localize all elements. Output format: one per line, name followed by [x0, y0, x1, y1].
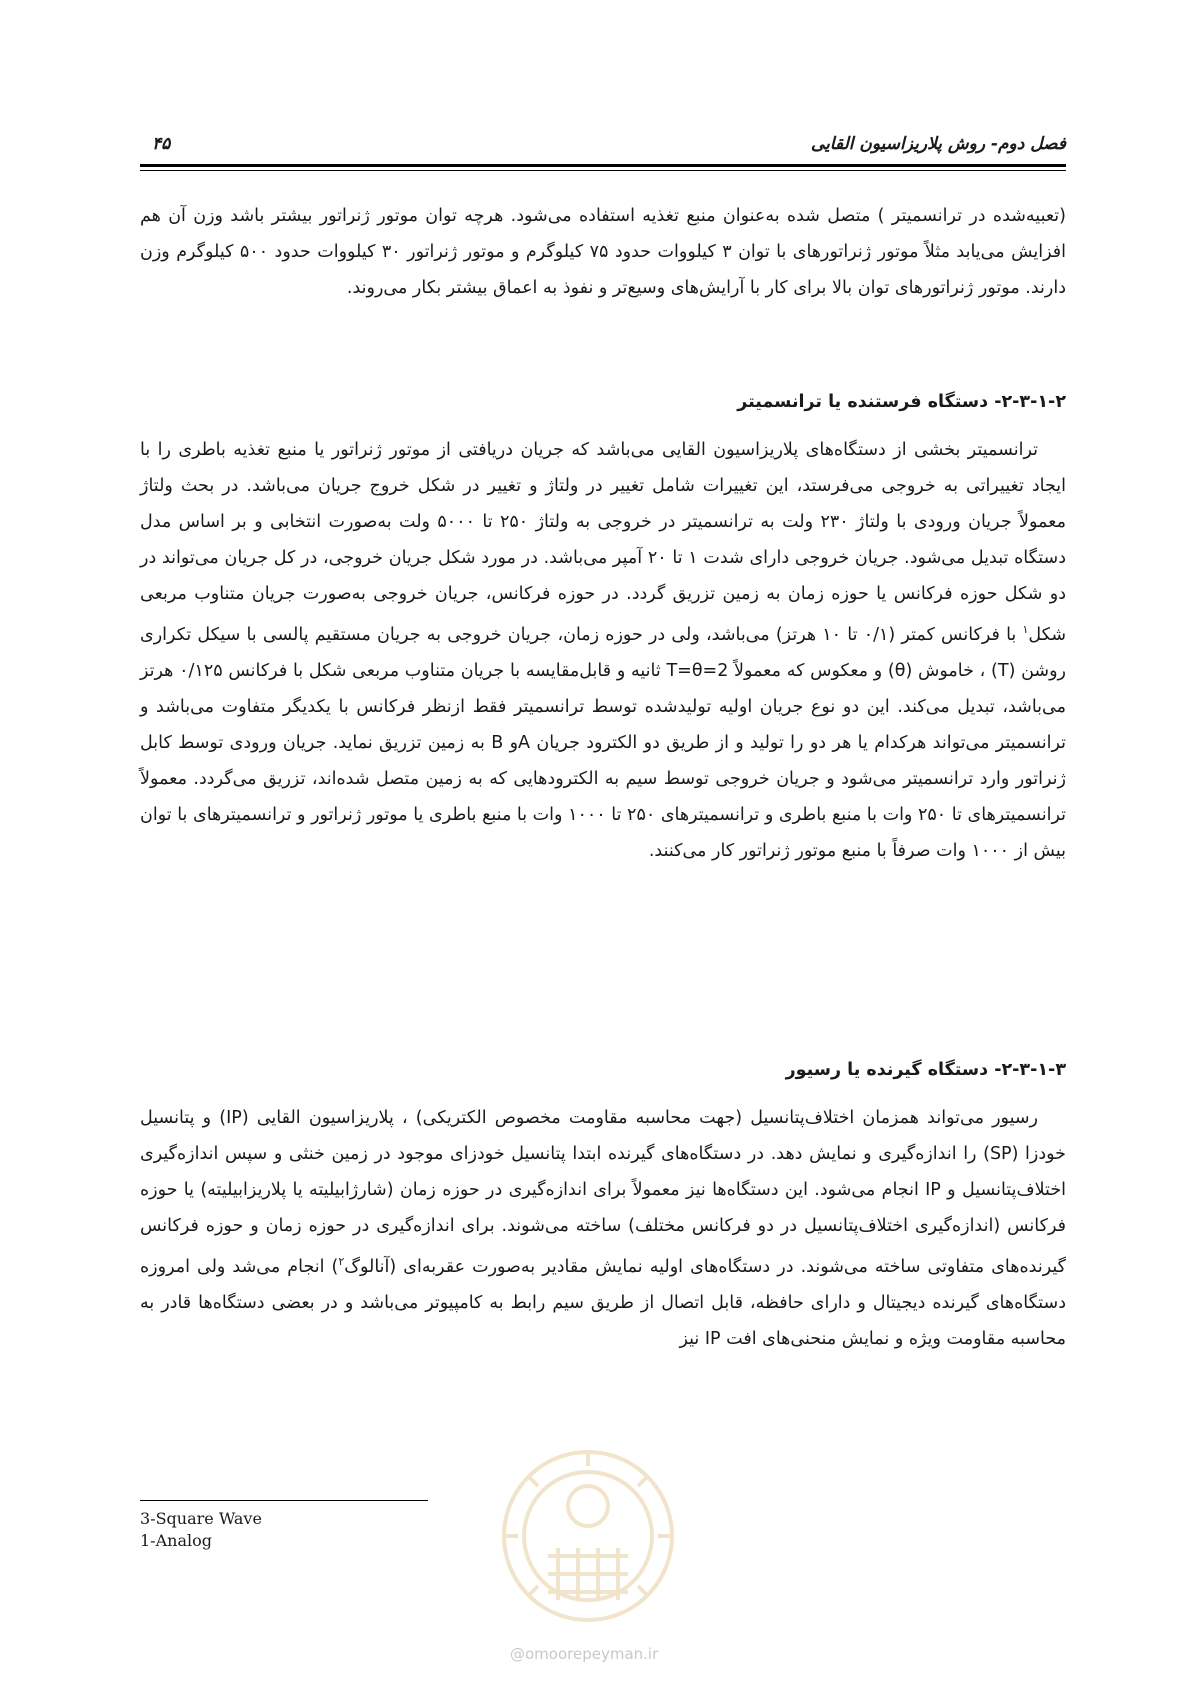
section-heading-transmitter: ۲-۳-۱-۲- دستگاه فرستنده یا ترانسمیتر: [737, 392, 1066, 412]
paragraph-transmitter-part1: ترانسمیتر بخشی از دستگاه‌های پلاریزاسیون القایی می‌باشد که جریان دریافتی از موتور ژنراتور یا منبع تغذیه باطری را با ایجاد تغییراتی به خروجی می‌فرستد، این تغییرات شامل تغییر در ولتاژ و تغییر در شکل خروج جریان می‌باشد. در بحث ولتاژ معمولاً جریان ورودی با ولتاژ ۲۳۰ ولت به ترانسمیتر در خروجی به ولتاژ ۲۵۰ تا ۵۰۰۰ ولت به‌صورت انتخابی و بر اساس مدل دستگاه تبدیل می‌شود. جریان خروجی دارای شدت ۱ تا ۲۰ آمپر می‌باشد. در مورد شکل جریان خروجی، در کل جریان می‌تواند در دو شکل حوزه فرکانس یا حوزه زمان به زمین تزریق گردد. در حوزه فرکانس، جریان خروجی به‌صورت جریان متناوب مربعی شکل: [140, 440, 1067, 645]
page-header: [140, 128, 1066, 168]
watermark-url: @omoorepeyman.ir: [510, 1645, 659, 1663]
paragraph-transmitter-part2: با فرکانس کمتر (۰/۱ تا ۱۰ هرتز) می‌باشد، ولی در حوزه زمان، جریان خروجی به جریان مستقیم پالسی با سیکل تکراری روشن (T) ، خاموش (θ) و معکوس که معمولاً T=θ=2 ثانیه و قابل‌مقایسه با جریان متناوب مربعی شکل با فرکانس ۰/۱۲۵ هرتز می‌باشد، تبدیل می‌کند. این دو نوع جریان اولیه تولیدشده توسط ترانسمیتر فقط ازنظر فرکانس با یکدیگر متفاوت می‌باشد و ترانسمیتر می‌تواند هرکدام یا هر دو را تولید و از طریق دو الکترود جریان Aو B به زمین تزریق نماید. جریان ورودی توسط کابل ژنراتور وارد ترانسمیتر می‌شود و جریان خروجی توسط سیم به الکترودهایی که به زمین متصل شده‌اند، تزریق می‌گردد. معمولاً ترانسمیترهای تا ۲۵۰ وات با منبع باطری و ترانسمیترهای ۲۵۰ تا ۱۰۰۰ وات با منبع باطری یا موتور ژنراتور و ترانسمیترهای با توان بیش از ۱۰۰۰ وات صرفاً با منبع موتور ژنراتور کار می‌کنند.: [140, 624, 1067, 861]
page-number: ۴۵: [152, 134, 171, 154]
chapter-title: فصل دوم- روش پلاریزاسیون القایی: [810, 134, 1066, 154]
footnotes: [140, 1508, 262, 1552]
paragraph-generator-weight: (تعبیه‌شده در ترانسمیتر ) متصل شده به‌عنوان منبع تغذیه استفاده می‌شود. هرچه توان موتور ژنراتور بیشتر باشد وزن آن هم افزایش می‌یابد مثلاً موتور ژنراتورهای با توان ۳ کیلووات حدود ۷۵ کیلوگرم و موتور ژنراتور ۳۰ کیلووات حدود ۵۰۰ کیلوگرم وزن دارند. موتور ژنراتورهای توان بالا برای کار با آرایش‌های وسیع‌تر و نفوذ به اعماق بیشتر بکار می‌روند.: [140, 206, 1066, 298]
paragraph-receiver-part1: رسیور می‌تواند همزمان اختلاف‌پتانسیل (جهت محاسبه مقاومت مخصوص الکتریکی) ، پلاریزاسیون القایی (IP) و پتانسیل خودزا (SP) را اندازه‌گیری و نمایش دهد. در دستگاه‌های گیرنده ابتدا پتانسیل خودزای موجود در زمین خنثی و سپس اندازه‌گیری اختلاف‌پتانسیل و IP انجام می‌شود. این دستگاه‌ها نیز معمولاً برای اندازه‌گیری در حوزه زمان (شارژابیلیته یا پلاریزابیلیته) یا حوزه فرکانس (اندازه‌گیری اختلاف‌پتانسیل در دو فرکانس مختلف) ساخته می‌شوند. برای اندازه‌گیری در حوزه زمان و حوزه فرکانس گیرنده‌های متفاوتی ساخته می‌شوند. در دستگاه‌های اولیه نمایش مقادیر به‌صورت عقربه‌ای (آنالوگ: [140, 1108, 1067, 1277]
header-rule-thin: [140, 170, 1066, 171]
footnote-ref-2: ۲: [338, 1255, 345, 1268]
gear-seal-logo-icon: [488, 1436, 688, 1636]
header-rule-thick: [140, 164, 1066, 167]
footnote-rule: [140, 1500, 428, 1501]
footnote-item: 1-Analog: [140, 1531, 212, 1550]
footnote-item: 3-Square Wave: [140, 1509, 262, 1528]
paragraph-receiver-part2: ) انجام می‌شد ولی امروزه دستگاه‌های گیرنده دیجیتال و دارای حافظه، قابل اتصال از طریق سیم رابط به کامپیوتر می‌باشد و در بعضی دستگاه‌ها قادر به محاسبه مقاومت ویژه و نمایش منحنی‌های افت IP نیز: [140, 1256, 1066, 1349]
section-heading-receiver: ۲-۳-۱-۳- دستگاه گیرنده یا رسیور: [785, 1060, 1066, 1080]
paragraph-transmitter: [140, 432, 1066, 869]
paragraph-receiver: [140, 1100, 1066, 1357]
footnote-ref-1: ۱: [1022, 623, 1029, 636]
